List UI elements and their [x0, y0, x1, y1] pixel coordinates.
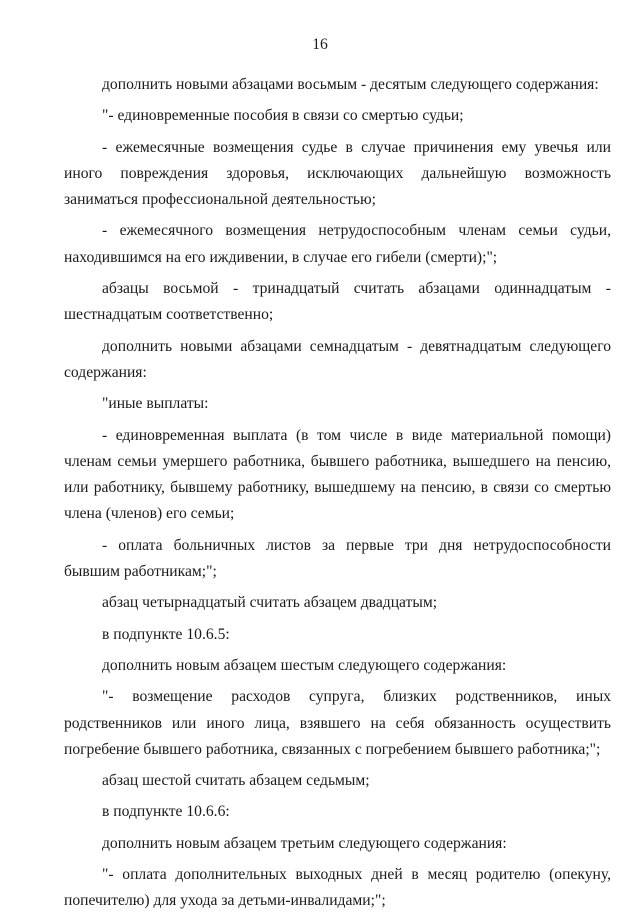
paragraph: - оплата больничных листов за первые три дня нетрудоспособности бывшим работникам;";: [64, 536, 611, 581]
paragraph: в подпункте 10.6.5:: [102, 625, 230, 643]
document-body: [64, 72, 611, 920]
page-number: 16: [312, 36, 328, 53]
paragraph: в подпункте 10.6.6:: [102, 803, 230, 821]
paragraph: "- оплата дополнительных выходных дней в месяц родителю (опекуну, попечителю) для ухода за детьми-инвалидами;";: [64, 866, 611, 910]
paragraph: абзацы восьмой - тринадцатый считать абзацами одиннадцатым - шестнадцатым соответственно;: [64, 280, 611, 324]
paragraph: дополнить новым абзацем третьим следующего содержания:: [102, 834, 507, 852]
paragraph: абзац четырнадцатый считать абзацем двадцатым;: [102, 594, 438, 612]
paragraph: дополнить новыми абзацами восьмым - десятым следующего содержания:: [102, 76, 599, 93]
paragraph: - ежемесячного возмещения нетрудоспособным членам семьи судьи, находившимся на его иждивении, в случае его гибели (смерти);";: [64, 222, 611, 266]
paragraph: дополнить новыми абзацами семнадцатым - девятнадцатым следующего содержания:: [64, 337, 611, 381]
paragraph: - единовременная выплата (в том числе в виде материальной помощи) членам семьи умершего работника, бывшего работника, вышедшего на пенсию, или работнику, бывшему работнику, вышедшему на пенсию, в связи со смертью члена (членов) его семьи;: [64, 426, 611, 523]
paragraph: "- единовременные пособия в связи со смертью судьи;: [102, 107, 464, 125]
paragraph: "- возмещение расходов супруга, близких родственников, иных родственников или иного лица, взявшего на себя обязанность осуществить погребение бывшего работника, связанных с погребением бывшего работника;";: [64, 688, 611, 758]
paragraph: абзац шестой считать абзацем седьмым;: [102, 772, 370, 790]
paragraph: - ежемесячные возмещения судье в случае причинения ему увечья или иного повреждения здоровья, исключающих дальнейшую возможность заниматься профессиональной деятельностью;: [64, 138, 611, 209]
paragraph: "иные выплаты:: [102, 395, 209, 413]
paragraph: дополнить новым абзацем шестым следующего содержания:: [102, 656, 507, 674]
